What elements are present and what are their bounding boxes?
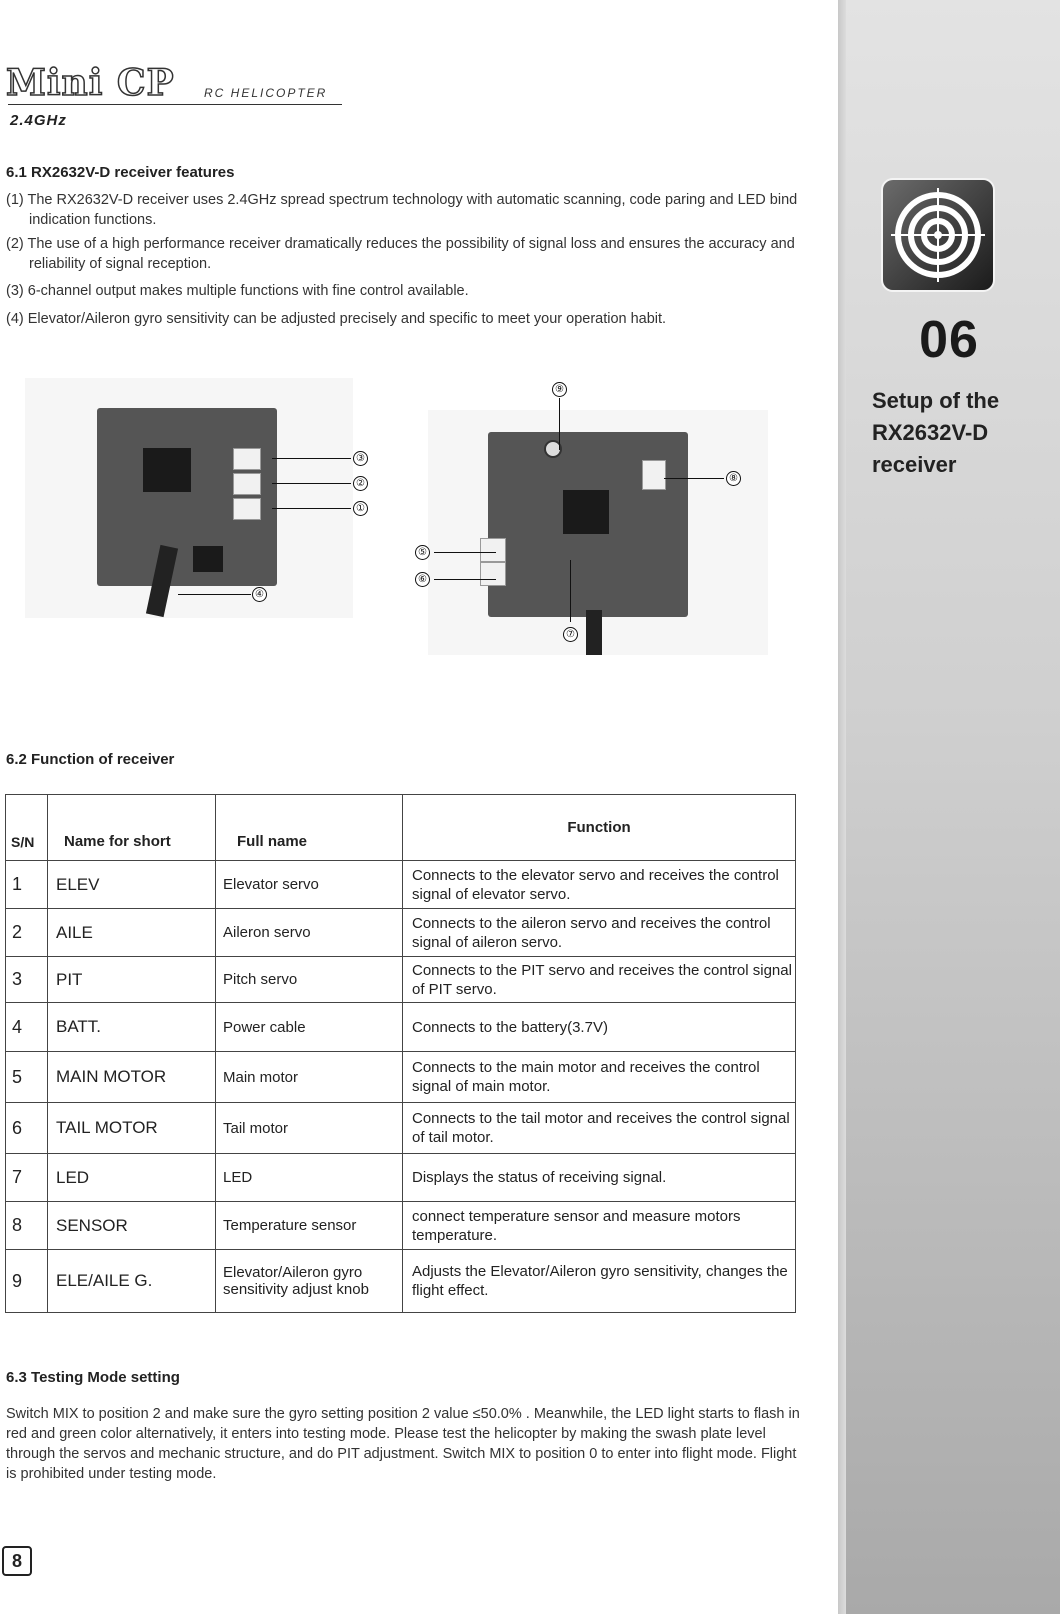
row-function: connect temperature sensor and measure motors temperature. <box>403 1202 796 1250</box>
testing-mode-text: Switch MIX to position 2 and make sure the gyro setting position 2 value ≤50.0% . Meanwhile, the LED light starts to flash in red and green color alternatively, it enters into testing mode. Please test the helicopter by making the swash plate level through the servos and mechanic structure, and do PIT adjustment. Switch MIX to position 0 to enter into flight mode. Flight is prohibited under testing mode. <box>6 1406 800 1482</box>
feature-item: (1) The RX2632V-D receiver uses 2.4GHz spread spectrum technology with automatic scanning, code paring and LED bind indication functions. <box>6 192 798 228</box>
row-function: Connects to the main motor and receives the control signal of main motor. <box>403 1052 796 1103</box>
receiver-photo-front <box>25 378 353 618</box>
row-name: ELE/AILE G. <box>48 1250 216 1313</box>
callout-8: ⑧ <box>726 471 741 486</box>
main-motor-connector <box>480 538 506 562</box>
row-full-name: Main motor <box>216 1052 403 1103</box>
callout-leader <box>570 560 571 622</box>
row-full-name: Tail motor <box>216 1103 403 1154</box>
col-name: Name for short <box>48 795 216 861</box>
receiver-photo-back <box>428 410 768 655</box>
section-heading-features: 6.1 RX2632V-D receiver features <box>6 164 235 181</box>
row-name: SENSOR <box>48 1202 216 1250</box>
table-row <box>6 909 796 957</box>
row-name: TAIL MOTOR <box>48 1103 216 1154</box>
callout-9: ⑨ <box>552 382 567 397</box>
row-full-name: Pitch servo <box>216 957 403 1003</box>
sidebar-divider <box>838 0 846 1614</box>
table-row <box>6 1103 796 1154</box>
row-sn: 9 <box>6 1250 48 1313</box>
table-row <box>6 1250 796 1313</box>
row-sn: 8 <box>6 1202 48 1250</box>
feature-item: (2) The use of a high performance receiver dramatically reduces the possibility of signal loss and ensures the accuracy and reliability of signal reception. <box>6 236 795 272</box>
callout-leader <box>559 398 560 450</box>
callout-leader <box>272 458 351 459</box>
row-full-name: Elevator servo <box>216 861 403 909</box>
callout-leader <box>434 579 496 580</box>
row-function: Connects to the aileron servo and receives the control signal of aileron servo. <box>403 909 796 957</box>
section-heading-function: 6.2 Function of receiver <box>6 751 175 768</box>
row-function: Connects to the elevator servo and receives the control signal of elevator servo. <box>403 861 796 909</box>
feature-item: (4) Elevator/Aileron gyro sensitivity can be adjusted precisely and specific to meet your operation habit. <box>6 311 667 327</box>
callout-leader <box>272 508 351 509</box>
callout-3: ③ <box>353 451 368 466</box>
chapter-title: Setup of the RX2632V-D receiver <box>872 388 1000 477</box>
chapter-icon-box <box>881 178 995 292</box>
tail-motor-connector <box>480 562 506 586</box>
row-name: PIT <box>48 957 216 1003</box>
target-icon <box>883 180 993 290</box>
callout-leader <box>272 483 351 484</box>
callout-leader <box>178 594 251 595</box>
callout-7: ⑦ <box>563 627 578 642</box>
brand-logo: Mini CP <box>6 62 175 104</box>
row-name: BATT. <box>48 1003 216 1052</box>
table-row <box>6 1052 796 1103</box>
row-sn: 6 <box>6 1103 48 1154</box>
connector-1 <box>233 498 261 520</box>
row-sn: 5 <box>6 1052 48 1103</box>
section-heading-testing: 6.3 Testing Mode setting <box>6 1369 180 1386</box>
callout-2: ② <box>353 476 368 491</box>
col-function: Function <box>403 795 796 861</box>
table-row <box>6 1003 796 1052</box>
row-full-name: Power cable <box>216 1003 403 1052</box>
callout-6: ⑥ <box>415 572 430 587</box>
row-sn: 2 <box>6 909 48 957</box>
row-function: Connects to the tail motor and receives the control signal of tail motor. <box>403 1103 796 1154</box>
row-name: ELEV <box>48 861 216 909</box>
pcb-board <box>97 408 277 586</box>
row-sn: 7 <box>6 1154 48 1202</box>
col-sn: S/N <box>6 795 48 861</box>
sensor-connector <box>642 460 666 490</box>
row-name: LED <box>48 1154 216 1202</box>
col-full-name: Full name <box>216 795 403 861</box>
callout-5: ⑤ <box>415 545 430 560</box>
row-full-name: Elevator/Aileron gyro sensitivity adjust knob <box>216 1250 403 1313</box>
antenna-cable <box>586 610 602 655</box>
frequency-label: 2.4GHz <box>10 112 67 129</box>
row-full-name: LED <box>216 1154 403 1202</box>
callout-1: ① <box>353 501 368 516</box>
callout-leader <box>664 478 724 479</box>
row-sn: 4 <box>6 1003 48 1052</box>
row-full-name: Temperature sensor <box>216 1202 403 1250</box>
row-sn: 1 <box>6 861 48 909</box>
row-sn: 3 <box>6 957 48 1003</box>
row-name: AILE <box>48 909 216 957</box>
callout-4: ④ <box>252 587 267 602</box>
chapter-number: 06 <box>919 311 979 369</box>
mcu-chip <box>563 490 609 534</box>
page-number: 8 <box>2 1546 32 1576</box>
receiver-chip <box>143 448 191 492</box>
row-full-name: Aileron servo <box>216 909 403 957</box>
logo-subtitle: RC HELICOPTER <box>204 86 328 100</box>
row-function: Adjusts the Elevator/Aileron gyro sensitivity, changes the flight effect. <box>403 1250 796 1313</box>
connector-3 <box>233 448 261 470</box>
feature-item: (3) 6-channel output makes multiple functions with fine control available. <box>6 283 469 299</box>
table-row <box>6 861 796 909</box>
table-row <box>6 1154 796 1202</box>
row-name: MAIN MOTOR <box>48 1052 216 1103</box>
header-rule <box>8 104 342 105</box>
table-row <box>6 1202 796 1250</box>
connector-2 <box>233 473 261 495</box>
row-function: Connects to the battery(3.7V) <box>403 1003 796 1052</box>
table-header-row <box>6 795 796 861</box>
receiver-function-table <box>5 794 796 1313</box>
callout-leader <box>434 552 496 553</box>
row-function: Connects to the PIT servo and receives the control signal of PIT servo. <box>403 957 796 1003</box>
table-row <box>6 957 796 1003</box>
row-function: Displays the status of receiving signal. <box>403 1154 796 1202</box>
regulator-chip <box>193 546 223 572</box>
